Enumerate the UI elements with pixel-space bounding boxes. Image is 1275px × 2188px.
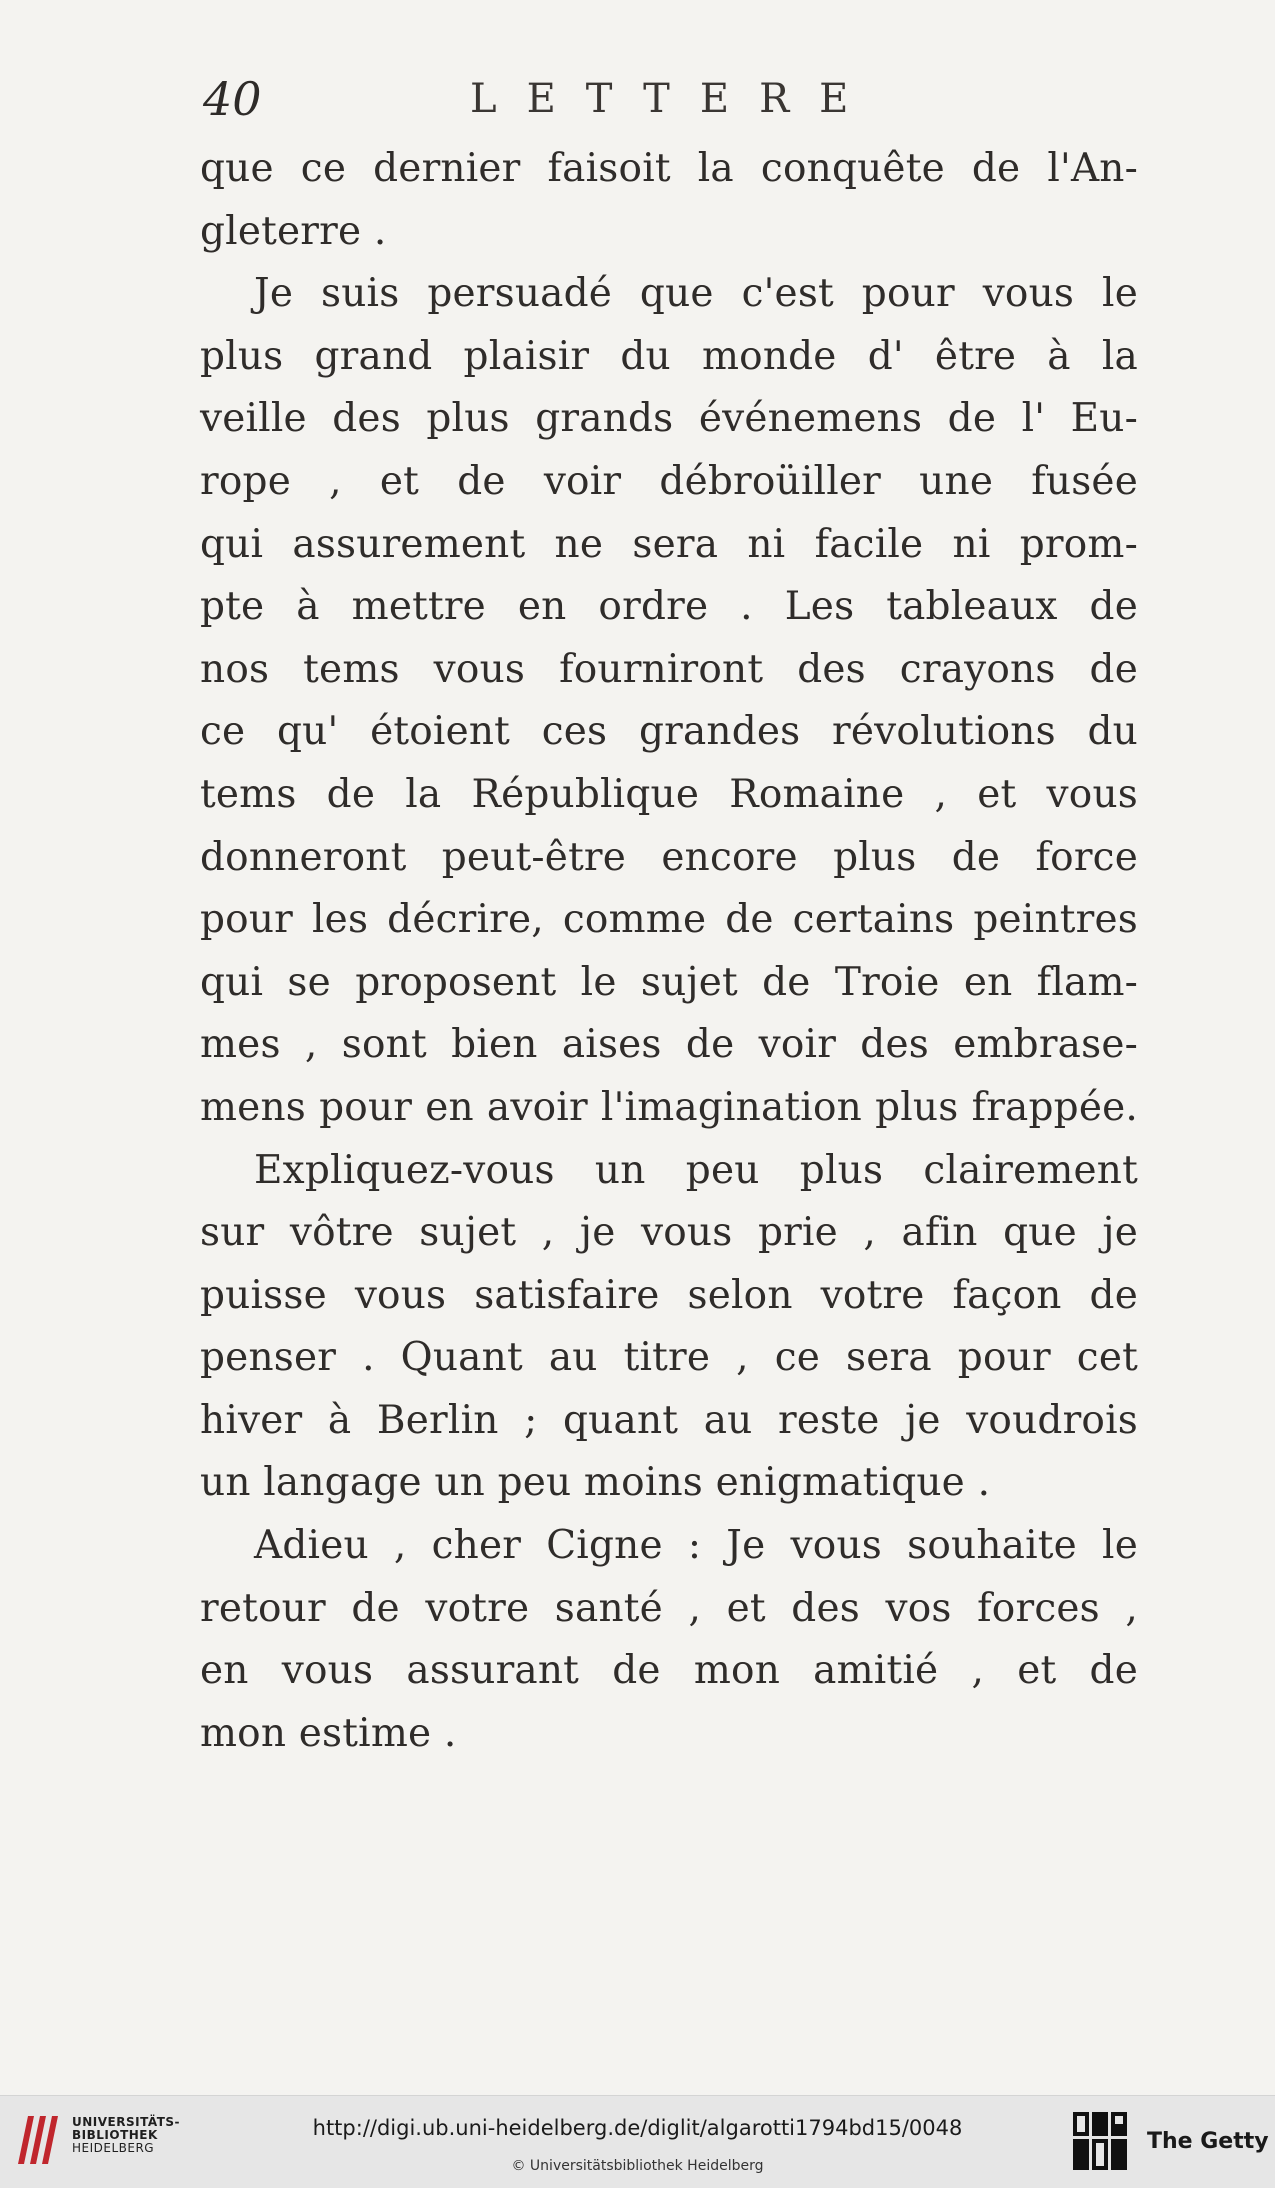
- viewer-footer: [0, 2095, 1275, 2188]
- text-line: mens pour en avoir l'imagination plus frappée.: [200, 1084, 1138, 1130]
- paragraph-2: [200, 263, 1138, 1139]
- library-name-line: BIBLIOTHEK: [72, 2128, 158, 2142]
- text-line: plus grand plaisir du monde d' être à la: [200, 333, 1138, 379]
- partner-name: The Getty: [1147, 2129, 1269, 2154]
- text-line: donneront peut-être encore plus de force: [200, 834, 1138, 880]
- text-line: retour de votre santé , et des vos forces ,: [200, 1585, 1138, 1631]
- text-line: en vous assurant de mon amitié , et de: [200, 1648, 1138, 1694]
- letter-body: [200, 138, 1138, 1765]
- library-name-line: UNIVERSITÄTS-: [72, 2115, 181, 2129]
- text-line: tems de la République Romaine , et vous: [200, 771, 1138, 817]
- text-line: Je suis persuadé que c'est pour vous le: [254, 271, 1138, 317]
- permalink-url[interactable]: http://digi.ub.uni-heidelberg.de/diglit/algarotti1794bd15/0048: [312, 2116, 963, 2140]
- text-line: pour les décrire, comme de certains peintres: [200, 897, 1138, 943]
- running-title: LETTERE: [470, 76, 879, 122]
- text-line: pte à mettre en ordre . Les tableaux de: [200, 584, 1138, 630]
- text-line: mes , sont bien aises de voir des embrase-: [200, 1022, 1138, 1068]
- paragraph-4: [200, 1515, 1138, 1765]
- text-line: Adieu , cher Cigne : Je vous souhaite le: [254, 1523, 1138, 1569]
- library-name-line: HEIDELBERG: [72, 2141, 155, 2155]
- text-line: que ce dernier faisoit la conquête de l'An-: [200, 146, 1138, 191]
- copyright-notice: © Universitätsbibliothek Heidelberg: [511, 2158, 764, 2174]
- text-line: sur vôtre sujet , je vous prie , afin que je: [200, 1210, 1138, 1256]
- page-number: 40: [203, 72, 262, 126]
- paragraph-3: [200, 1140, 1138, 1516]
- text-line: Expliquez-vous un peu plus clairement: [254, 1147, 1138, 1193]
- text-line: qui se proposent le sujet de Troie en flam-: [200, 959, 1138, 1005]
- text-line: hiver à Berlin ; quant au reste je voudrois: [200, 1397, 1138, 1443]
- running-head: [195, 72, 1145, 132]
- text-line: un langage un peu moins enigmatique .: [200, 1460, 991, 1506]
- getty-logo-icon[interactable]: [1073, 2112, 1127, 2170]
- text-line: rope , et de voir débroüiller une fusée: [200, 458, 1138, 504]
- text-line: qui assurement ne sera ni facile ni prom-: [200, 521, 1138, 567]
- text-line: penser . Quant au titre , ce sera pour cet: [200, 1335, 1138, 1381]
- text-line: puisse vous satisfaire selon votre façon de: [200, 1272, 1138, 1318]
- text-line: ce qu' étoient ces grandes révolutions du: [200, 709, 1138, 755]
- paragraph-1: [200, 138, 1138, 263]
- text-line: nos tems vous fourniront des crayons de: [200, 646, 1138, 692]
- text-line: mon estime .: [200, 1710, 457, 1756]
- text-line: gleterre .: [200, 208, 387, 254]
- text-line: veille des plus grands événemens de l' Eu-: [200, 396, 1138, 442]
